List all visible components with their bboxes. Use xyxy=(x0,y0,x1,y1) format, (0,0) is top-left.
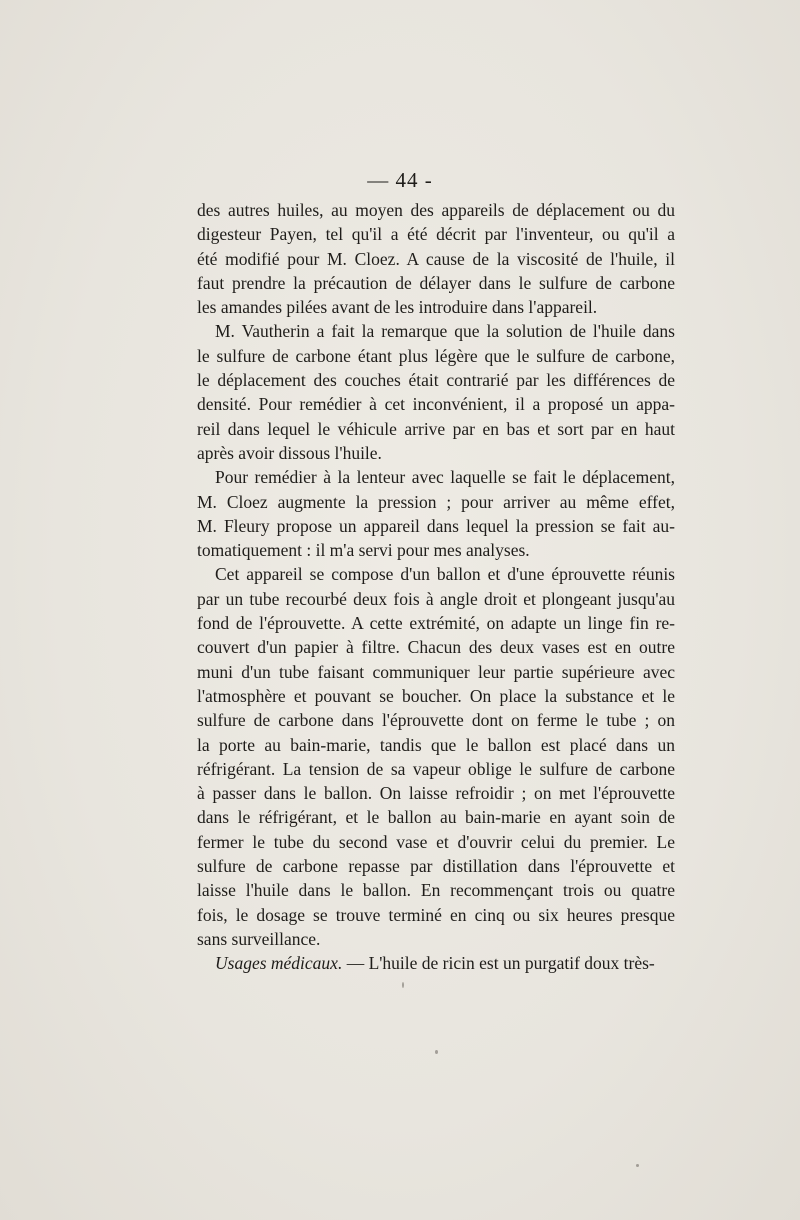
ink-speck xyxy=(402,982,404,988)
text-line: fermer le tube du second vase et d'ouvrir celui du premier. Le xyxy=(197,831,675,852)
text-line: M. Cloez augmente la pression ; pour arriver au même effet, xyxy=(197,491,675,512)
text-line: fond de l'éprouvette. A cette extrémité, on adapte un linge fin re- xyxy=(197,613,675,634)
text-line: la porte au bain-marie, tandis que le ballon est placé dans un xyxy=(197,734,675,755)
text-line: par un tube recourbé deux fois à angle droit et plongeant jusqu'au xyxy=(197,588,675,609)
text-line: été modifié pour M. Cloez. A cause de la viscosité de l'huile, il xyxy=(197,248,675,269)
text-line: dans le réfrigérant, et le ballon au bain-marie en ayant soin de xyxy=(197,807,675,828)
ink-speck xyxy=(636,1164,639,1167)
text-line: à passer dans le ballon. On laisse refroidir ; on met l'éprouvette xyxy=(197,783,675,804)
text-line: Cet appareil se compose d'un ballon et d'une éprouvette réunis xyxy=(215,564,675,585)
text-line: fois, le dosage se trouve terminé en cinq ou six heures presque xyxy=(197,904,675,925)
text-line: laisse l'huile dans le ballon. En recommençant trois ou quatre xyxy=(197,880,675,901)
text-line: faut prendre la précaution de délayer dans le sulfure de carbone xyxy=(197,272,675,293)
text-line: sulfure de carbone dans l'éprouvette dont on ferme le tube ; on xyxy=(197,710,675,731)
page-number: — 44 - xyxy=(367,168,433,192)
ink-speck xyxy=(435,1050,438,1054)
text-line: couvert d'un papier à filtre. Chacun des deux vases est en outre xyxy=(197,637,675,658)
final-line xyxy=(197,951,675,975)
text-line: densité. Pour remédier à cet inconvénient, il a proposé un appa- xyxy=(197,394,675,415)
text-line: sulfure de carbone repasse par distillation dans l'éprouvette et xyxy=(197,856,675,877)
body-text xyxy=(197,198,675,976)
text-line: Pour remédier à la lenteur avec laquelle se fait le déplacement, xyxy=(215,467,675,488)
text-line: M. Vautherin a fait la remarque que la solution de l'huile dans xyxy=(215,321,675,342)
text-line: réfrigérant. La tension de sa vapeur oblige le sulfure de carbone xyxy=(197,758,675,779)
text-line: le sulfure de carbone étant plus légère que le sulfure de carbone, xyxy=(197,345,675,366)
text-line: M. Fleury propose un appareil dans lequel la pression se fait au- xyxy=(197,515,675,536)
text-line: après avoir dissous l'huile. xyxy=(197,442,382,463)
text-line: les amandes pilées avant de les introduire dans l'appareil. xyxy=(197,297,598,318)
text-line: l'atmosphère et pouvant se boucher. On place la substance et le xyxy=(197,685,675,706)
text-line: tomatiquement : il m'a servi pour mes analyses. xyxy=(197,540,530,561)
section-heading-usages-medicaux: Usages médicaux. xyxy=(215,953,343,974)
text-line: digesteur Payen, tel qu'il a été décrit par l'inventeur, ou qu'il a xyxy=(197,224,675,245)
text-line: le déplacement des couches était contrarié par les différences de xyxy=(197,370,675,391)
text-line: sans surveillance. xyxy=(197,928,321,949)
text-line: muni d'un tube faisant communiquer leur partie supérieure avec xyxy=(197,661,675,682)
text-line: reil dans lequel le véhicule arrive par en bas et sort par en haut xyxy=(197,418,675,439)
final-line-text: — L'huile de ricin est un purgatif doux très- xyxy=(342,953,655,974)
text-line: des autres huiles, au moyen des appareils de déplacement ou du xyxy=(197,200,675,220)
